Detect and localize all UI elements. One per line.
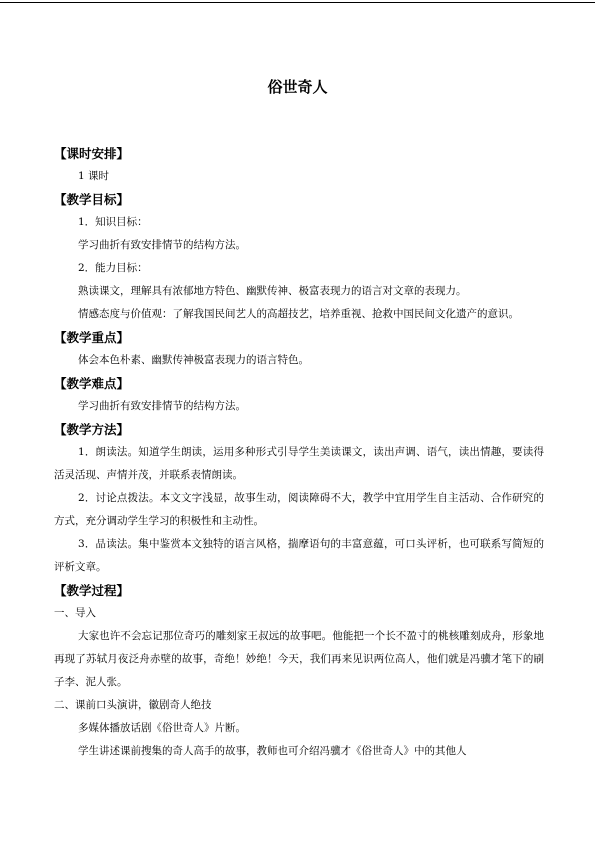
method-appreciation: 3．品读法。集中鉴赏本文独特的语言风格，揣摩语句的丰富意蕴，可口头评析，也可联系写简短的评析文章。 xyxy=(54,538,544,573)
process-step2-text1: 多媒体播放话剧《俗世奇人》片断。 xyxy=(78,722,246,734)
goal-ability-label: 2．能力目标： xyxy=(78,262,148,274)
focus-text: 体会本色朴素、幽默传神极富表现力的语言特色。 xyxy=(78,354,309,366)
process-step1-label: 一、导入 xyxy=(54,607,96,619)
heading-schedule: 【课时安排】 xyxy=(54,146,130,161)
heading-methods: 【教学方法】 xyxy=(54,422,130,437)
goal-knowledge-text: 学习曲折有致安排情节的结构方法。 xyxy=(78,239,246,251)
method-discussion: 2．讨论点拨法。本文文字浅显，故事生动，阅读障碍不大，教学中宜用学生自主活动、合作研究的方式，充分调动学生学习的积极性和主动性。 xyxy=(54,492,544,527)
method-reading: 1．朗读法。知道学生朗读，运用多种形式引导学生美读课文，读出声调、语气，读出情趣，要读得活灵活现、声情并茂，并联系表情朗读。 xyxy=(54,446,544,481)
difficulty-text: 学习曲折有致安排情节的结构方法。 xyxy=(78,400,246,412)
heading-process: 【教学过程】 xyxy=(54,583,130,598)
heading-goals: 【教学目标】 xyxy=(54,192,130,207)
process-step2-label: 二、课前口头演讲，徽剧奇人绝技 xyxy=(54,699,212,711)
top-rule xyxy=(0,2,595,3)
document-title: 俗世奇人 xyxy=(267,78,328,96)
heading-difficulty: 【教学难点】 xyxy=(54,376,130,391)
process-step1-text: 大家也许不会忘记那位奇巧的雕刻家王叔远的故事吧。他能把一个长不盈寸的桃核雕刻成舟，形象地再现了苏轼月夜泛舟赤壁的故事，奇绝！妙绝！今天，我们再来见识两位高人，他们就是冯骥才笔下的刷子李、泥人张。 xyxy=(54,630,544,688)
document-body xyxy=(54,142,544,763)
goal-ability-text: 熟读课文，理解具有浓郁地方特色、幽默传神、极富表现力的语言对文章的表现力。 xyxy=(78,285,467,297)
process-step2-text2: 学生讲述课前搜集的奇人高手的故事，教师也可介绍冯骥才《俗世奇人》中的其他人 xyxy=(78,745,467,757)
heading-focus: 【教学重点】 xyxy=(54,330,130,345)
goal-emotion-text: 情感态度与价值观：了解我国民间艺人的高超技艺，培养重视、抢救中国民间文化遗产的意识。 xyxy=(78,308,519,320)
schedule-text: 1 课时 xyxy=(78,170,110,182)
goal-knowledge-label: 1．知识目标： xyxy=(78,216,148,228)
